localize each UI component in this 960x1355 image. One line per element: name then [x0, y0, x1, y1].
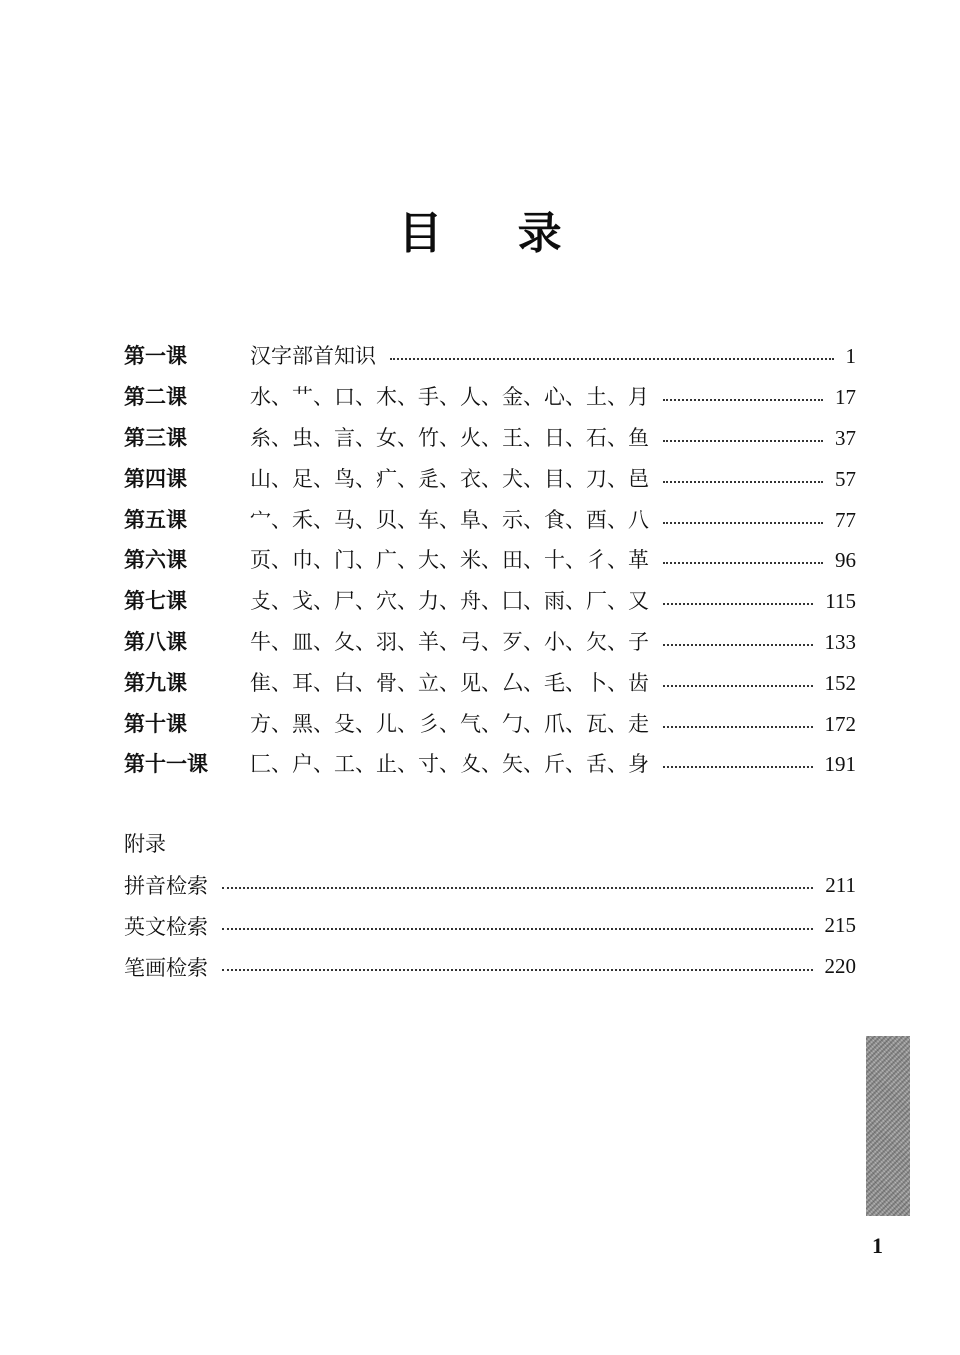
- page-number: 57: [835, 466, 856, 491]
- toc-row-lesson-6[interactable]: [124, 540, 856, 581]
- lesson-label: 第四课: [124, 466, 187, 491]
- lesson-label: 第六课: [124, 548, 187, 573]
- lesson-title: 页、巾、门、广、大、米、田、十、彳、革: [250, 548, 649, 573]
- leader-dots: [663, 644, 813, 646]
- leader-dots: [663, 440, 823, 442]
- lesson-label: 第九课: [124, 670, 187, 695]
- leader-dots: [663, 603, 813, 605]
- leader-dots: [222, 969, 813, 971]
- lesson-title: 宀、禾、马、贝、车、阜、示、食、酉、八: [250, 507, 649, 532]
- lesson-title: 隹、耳、白、骨、立、见、厶、毛、卜、齿: [250, 670, 649, 695]
- toc-row-lesson-2[interactable]: [124, 377, 856, 418]
- appendix-section: [124, 824, 856, 987]
- lesson-title: 糸、虫、言、女、竹、火、王、日、石、鱼: [250, 425, 649, 450]
- page-number: 115: [825, 589, 856, 614]
- leader-dots: [222, 928, 813, 930]
- leader-dots: [663, 726, 813, 728]
- lesson-label: 第一课: [124, 344, 187, 369]
- page-number: 220: [824, 954, 856, 979]
- page-number: 152: [824, 670, 856, 695]
- appendix-label: 拼音检索: [124, 874, 208, 899]
- lesson-label: 第五课: [124, 507, 187, 532]
- lesson-title: 牛、皿、夂、羽、羊、弓、歹、小、欠、子: [250, 629, 649, 654]
- lesson-title: 山、足、鸟、疒、辵、衣、犬、目、刀、邑: [250, 466, 649, 491]
- toc-row-lesson-1[interactable]: [124, 336, 856, 377]
- leader-dots: [663, 766, 813, 768]
- leader-dots: [663, 399, 823, 401]
- page-number: 211: [825, 872, 856, 897]
- page-number: 215: [824, 913, 856, 938]
- toc-row-lesson-10[interactable]: [124, 703, 856, 744]
- leader-dots: [390, 358, 834, 360]
- appendix-row-stroke-index[interactable]: [124, 946, 856, 987]
- appendix-row-pinyin-index[interactable]: [124, 865, 856, 906]
- leader-dots: [222, 887, 813, 889]
- lesson-title: 攴、戈、尸、穴、力、舟、囗、雨、厂、又: [250, 589, 649, 614]
- appendix-label: 笔画检索: [124, 955, 208, 980]
- page-number: 191: [824, 752, 856, 777]
- toc-row-lesson-8[interactable]: [124, 622, 856, 663]
- lesson-label: 第七课: [124, 589, 187, 614]
- appendix-heading: 附录: [124, 832, 166, 856]
- page-title: 目 录: [398, 208, 592, 259]
- lesson-title: 方、黑、殳、儿、彡、气、勹、爪、瓦、走: [250, 711, 649, 736]
- toc-row-lesson-9[interactable]: [124, 662, 856, 703]
- page-number: 77: [835, 507, 856, 532]
- appendix-label: 英文检索: [124, 914, 208, 939]
- table-of-contents: [124, 336, 856, 785]
- lesson-label: 第三课: [124, 425, 187, 450]
- appendix-row-english-index[interactable]: [124, 906, 856, 947]
- lesson-label: 第十课: [124, 711, 187, 736]
- leader-dots: [663, 481, 823, 483]
- leader-dots: [663, 522, 823, 524]
- toc-row-lesson-11[interactable]: [124, 744, 856, 785]
- toc-row-lesson-3[interactable]: [124, 418, 856, 459]
- lesson-title: 水、艹、口、木、手、人、金、心、土、月: [250, 385, 649, 410]
- toc-row-lesson-7[interactable]: [124, 581, 856, 622]
- page-number: 37: [835, 425, 856, 450]
- page-number: 17: [835, 385, 856, 410]
- lesson-label: 第八课: [124, 629, 187, 654]
- leader-dots: [663, 685, 813, 687]
- page-number: 133: [824, 629, 856, 654]
- page-folio: 1: [872, 1233, 883, 1258]
- thumb-index-tab: [866, 1036, 910, 1216]
- leader-dots: [663, 562, 823, 564]
- page-number: 1: [845, 344, 856, 369]
- page-number: 172: [824, 711, 856, 736]
- lesson-title: 汉字部首知识: [250, 344, 376, 369]
- toc-row-lesson-4[interactable]: [124, 458, 856, 499]
- toc-row-lesson-5[interactable]: [124, 499, 856, 540]
- page-number: 96: [835, 548, 856, 573]
- lesson-title: 匚、户、工、止、寸、夊、矢、斤、舌、身: [250, 752, 649, 777]
- lesson-label: 第二课: [124, 385, 187, 410]
- lesson-label: 第十一课: [124, 752, 208, 777]
